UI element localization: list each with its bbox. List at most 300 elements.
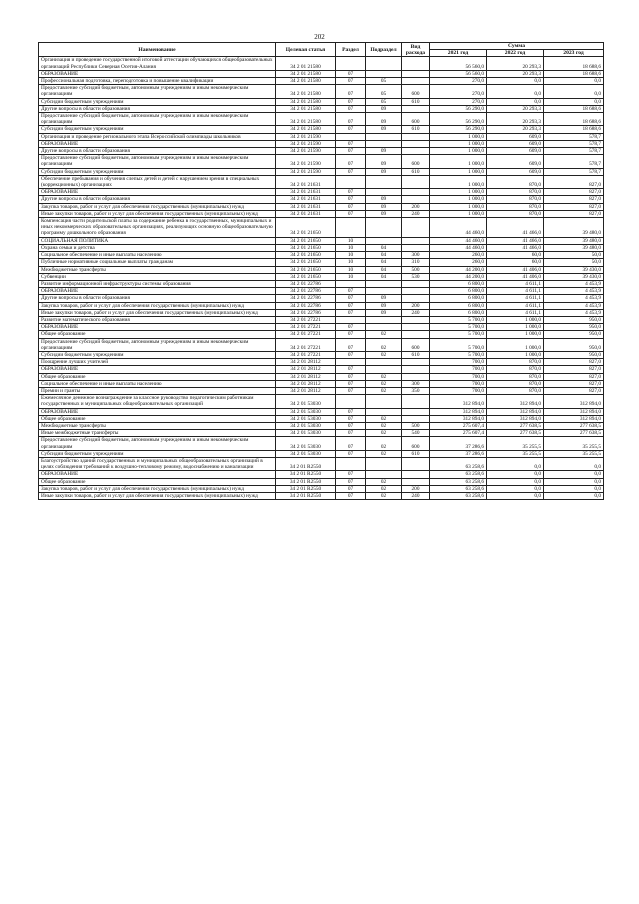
row-article: 34 2 01 R2550 [276, 457, 336, 470]
row-sum-2022: 0,0 [487, 485, 544, 492]
row-name: Предоставление субсидий бюджетным, автономным учреждениям и иным некоммерческим организациям [39, 338, 276, 351]
row-sum-2021: 44 460,0 [430, 237, 487, 244]
row-sum-2022: 0,0 [487, 98, 544, 105]
row-sum-2021: 1 000,0 [430, 189, 487, 196]
row-sum-2022: 870,0 [487, 189, 544, 196]
row-section: 07 [336, 430, 366, 437]
row-subsection [366, 140, 402, 147]
table-row [39, 395, 604, 408]
table-row [39, 196, 604, 203]
row-sum-2022: 870,0 [487, 387, 544, 394]
row-name: Организация и проведение государственной итоговой аттестации обучающихся общеобразовательных организаций Республики Северная Осетия-Алания [39, 57, 276, 70]
row-subsection [366, 471, 402, 478]
row-section: 07 [336, 85, 366, 98]
row-sum-2023: 578,7 [544, 155, 604, 168]
row-subsection [366, 366, 402, 373]
row-subsection: 02 [366, 450, 402, 457]
row-section [336, 218, 366, 238]
row-section: 07 [336, 415, 366, 422]
row-sum-2021: 6 800,0 [430, 295, 487, 302]
row-sum-2023: 4 453,9 [544, 295, 604, 302]
row-sum-2023: 50,0 [544, 252, 604, 259]
row-sum-2023: 18 688,6 [544, 113, 604, 126]
row-expense-type [402, 366, 430, 373]
row-name: Предоставление субсидий бюджетным, автономным учреждениям и иным некоммерческим организациям [39, 85, 276, 98]
row-section: 07 [336, 126, 366, 133]
header-name: Наименование [39, 43, 276, 57]
row-sum-2023: 827,0 [544, 380, 604, 387]
row-name: Компенсация части родительской платы за содержание ребенка в государственных, муниципальных и иных некоммерческих образовательных организациях, реализующих основную общеобразовательную программу дошкольного образования [39, 218, 276, 238]
row-article: 34 2 01 21631 [276, 189, 336, 196]
row-sum-2023: 950,0 [544, 351, 604, 358]
table-row [39, 309, 604, 316]
table-row [39, 450, 604, 457]
row-sum-2022: 870,0 [487, 175, 544, 188]
row-name: Субсидии бюджетным учреждениям [39, 126, 276, 133]
row-article: 34 2 01 21580 [276, 57, 336, 70]
table-row [39, 387, 604, 394]
row-subsection [366, 408, 402, 415]
row-sum-2022: 60,0 [487, 252, 544, 259]
row-article: 34 2 01 21631 [276, 196, 336, 203]
row-name: ОБРАЗОВАНИЕ [39, 189, 276, 196]
row-sum-2023: 0,0 [544, 78, 604, 85]
row-article: 34 2 01 21650 [276, 259, 336, 266]
table-row [39, 422, 604, 429]
row-name: Общее образование [39, 478, 276, 485]
row-sum-2022: 609,0 [487, 168, 544, 175]
row-sum-2021: 56 560,0 [430, 57, 487, 70]
row-sum-2021: 6 800,0 [430, 280, 487, 287]
row-sum-2023: 4 453,9 [544, 280, 604, 287]
row-sum-2021: 700,0 [430, 380, 487, 387]
row-name: Закупка товаров, работ и услуг для обеспечения государственных (муниципальных) нужд [39, 203, 276, 210]
row-sum-2022: 20 293,3 [487, 126, 544, 133]
row-sum-2023: 18 688,6 [544, 126, 604, 133]
row-sum-2021: 1 000,0 [430, 133, 487, 140]
row-section: 07 [336, 380, 366, 387]
row-sum-2021: 37 286,6 [430, 437, 487, 450]
row-name: ОБРАЗОВАНИЕ [39, 408, 276, 415]
table-row [39, 155, 604, 168]
table-row [39, 237, 604, 244]
row-expense-type: 600 [402, 113, 430, 126]
row-sum-2021: 1 000,0 [430, 203, 487, 210]
row-subsection: 04 [366, 259, 402, 266]
row-article: 34 2 01 28112 [276, 380, 336, 387]
row-sum-2021: 700,0 [430, 366, 487, 373]
row-expense-type [402, 280, 430, 287]
row-sum-2021: 270,0 [430, 98, 487, 105]
header-year-2022: 2022 год [487, 50, 544, 57]
row-section [336, 175, 366, 188]
row-section: 07 [336, 196, 366, 203]
row-name: Премии и гранты [39, 387, 276, 394]
row-section [336, 57, 366, 70]
row-name: Предоставление субсидий бюджетным, автономным учреждениям и иным некоммерческим организациям [39, 113, 276, 126]
row-sum-2022: 277 638,5 [487, 430, 544, 437]
row-section: 07 [336, 437, 366, 450]
row-name: ОБРАЗОВАНИЕ [39, 140, 276, 147]
row-sum-2021: 6 800,0 [430, 309, 487, 316]
row-sum-2021: 700,0 [430, 359, 487, 366]
row-name: Публичные нормативные социальные выплаты гражданам [39, 259, 276, 266]
row-sum-2021: 6 800,0 [430, 302, 487, 309]
row-expense-type [402, 189, 430, 196]
row-name: Межбюджетные трансферты [39, 266, 276, 273]
row-subsection [366, 324, 402, 331]
row-subsection: 09 [366, 210, 402, 217]
row-sum-2023: 39 430,0 [544, 273, 604, 280]
row-sum-2023: 950,0 [544, 316, 604, 323]
table-row [39, 78, 604, 85]
header-sum: Сумма [430, 43, 604, 50]
row-name: Развитие математического образования [39, 316, 276, 323]
row-name: Субвенции [39, 273, 276, 280]
row-expense-type: 240 [402, 309, 430, 316]
row-sum-2023: 827,0 [544, 175, 604, 188]
row-section: 07 [336, 105, 366, 112]
row-sum-2023: 827,0 [544, 210, 604, 217]
row-section: 10 [336, 252, 366, 259]
row-expense-type [402, 218, 430, 238]
row-subsection: 04 [366, 266, 402, 273]
row-section: 10 [336, 266, 366, 273]
row-subsection: 02 [366, 430, 402, 437]
row-sum-2021: 5 700,0 [430, 324, 487, 331]
table-row [39, 366, 604, 373]
row-subsection: 09 [366, 302, 402, 309]
row-sum-2021: 312 894,0 [430, 415, 487, 422]
row-section: 10 [336, 237, 366, 244]
row-name: ОБРАЗОВАНИЕ [39, 471, 276, 478]
row-subsection: 05 [366, 78, 402, 85]
row-sum-2022: 35 255,5 [487, 437, 544, 450]
table-row [39, 373, 604, 380]
row-sum-2023: 39 480,0 [544, 237, 604, 244]
table-row [39, 168, 604, 175]
table-row [39, 113, 604, 126]
row-article: 34 2 01 27221 [276, 338, 336, 351]
row-name: Организация и проведение регионального этапа Всероссийской олимпиады школьников [39, 133, 276, 140]
row-name: Социальное обеспечение и иные выплаты населению [39, 380, 276, 387]
row-sum-2022: 4 611,1 [487, 302, 544, 309]
row-expense-type [402, 373, 430, 380]
row-subsection: 05 [366, 85, 402, 98]
row-sum-2022: 41 466,0 [487, 237, 544, 244]
row-name: Другие вопросы в области образования [39, 148, 276, 155]
row-expense-type: 600 [402, 338, 430, 351]
row-sum-2023: 39 480,0 [544, 218, 604, 238]
row-article: 34 2 01 28112 [276, 359, 336, 366]
row-article: 34 2 01 21580 [276, 78, 336, 85]
row-article: 34 2 01 53030 [276, 422, 336, 429]
row-sum-2022: 870,0 [487, 366, 544, 373]
row-article: 34 2 01 28112 [276, 387, 336, 394]
row-name: Ежемесячное денежное вознаграждение за классное руководство педагогическим работникам государственных и муниципальных общеобразовательных организаций [39, 395, 276, 408]
row-sum-2023: 4 453,9 [544, 302, 604, 309]
table-row [39, 175, 604, 188]
row-name: Благоустройство зданий государственных и муниципальных общеобразовательных организаций в целях соблюдения требований к воздушно-тепловому режиму, водоснабжению и канализации [39, 457, 276, 470]
row-name: Субсидии бюджетным учреждениям [39, 450, 276, 457]
row-article: 34 2 01 27221 [276, 351, 336, 358]
row-sum-2022: 0,0 [487, 78, 544, 85]
row-section: 07 [336, 295, 366, 302]
row-sum-2023: 0,0 [544, 457, 604, 470]
row-name: Социальное обеспечение и иные выплаты населению [39, 252, 276, 259]
row-section: 07 [336, 113, 366, 126]
row-sum-2023: 578,7 [544, 140, 604, 147]
table-row [39, 98, 604, 105]
row-sum-2023: 827,0 [544, 373, 604, 380]
row-sum-2023: 827,0 [544, 203, 604, 210]
row-sum-2022: 41 406,0 [487, 266, 544, 273]
row-sum-2021: 63 258,6 [430, 493, 487, 500]
row-sum-2022: 1 000,0 [487, 316, 544, 323]
row-article: 34 2 01 21650 [276, 266, 336, 273]
row-sum-2022: 277 638,5 [487, 422, 544, 429]
row-sum-2023: 578,7 [544, 148, 604, 155]
row-name: СОЦИАЛЬНАЯ ПОЛИТИКА [39, 237, 276, 244]
row-sum-2022: 60,0 [487, 259, 544, 266]
row-sum-2021: 44 460,0 [430, 218, 487, 238]
header-year-2023: 2023 год [544, 50, 604, 57]
row-section: 07 [336, 331, 366, 338]
header-article: Целевая статья [276, 43, 336, 57]
row-section: 07 [336, 98, 366, 105]
row-expense-type [402, 324, 430, 331]
table-row [39, 273, 604, 280]
row-article: 34 2 01 21580 [276, 126, 336, 133]
row-subsection: 02 [366, 373, 402, 380]
row-name: Другие вопросы в области образования [39, 196, 276, 203]
table-row [39, 437, 604, 450]
row-sum-2023: 39 480,0 [544, 244, 604, 251]
row-expense-type: 200 [402, 302, 430, 309]
row-expense-type [402, 57, 430, 70]
row-sum-2023: 827,0 [544, 189, 604, 196]
row-article: 34 2 01 53030 [276, 437, 336, 450]
row-article: 34 2 01 28112 [276, 366, 336, 373]
table-row [39, 259, 604, 266]
header-year-2021: 2021 год [430, 50, 487, 57]
row-sum-2021: 63 258,6 [430, 478, 487, 485]
table-row [39, 295, 604, 302]
row-expense-type: 300 [402, 380, 430, 387]
row-subsection: 04 [366, 244, 402, 251]
row-sum-2022: 20 293,3 [487, 105, 544, 112]
row-expense-type: 610 [402, 98, 430, 105]
table-row [39, 351, 604, 358]
row-section: 07 [336, 78, 366, 85]
row-sum-2022: 4 611,1 [487, 288, 544, 295]
row-section: 07 [336, 155, 366, 168]
row-subsection: 09 [366, 295, 402, 302]
row-sum-2021: 275 607,4 [430, 430, 487, 437]
row-subsection: 09 [366, 196, 402, 203]
row-expense-type: 540 [402, 430, 430, 437]
row-expense-type: 610 [402, 450, 430, 457]
row-article: 34 2 01 21631 [276, 175, 336, 188]
row-subsection: 09 [366, 126, 402, 133]
row-sum-2022: 20 293,3 [487, 70, 544, 77]
row-section: 07 [336, 387, 366, 394]
row-sum-2022: 0,0 [487, 478, 544, 485]
row-sum-2021: 5 700,0 [430, 331, 487, 338]
row-sum-2021: 37 286,6 [430, 450, 487, 457]
row-sum-2022: 1 000,0 [487, 324, 544, 331]
row-expense-type: 600 [402, 437, 430, 450]
row-expense-type [402, 244, 430, 251]
row-name: ОБРАЗОВАНИЕ [39, 324, 276, 331]
row-sum-2021: 56 290,0 [430, 113, 487, 126]
row-section: 07 [336, 70, 366, 77]
row-name: Охрана семьи и детства [39, 244, 276, 251]
row-sum-2023: 950,0 [544, 324, 604, 331]
row-expense-type [402, 70, 430, 77]
row-expense-type [402, 148, 430, 155]
row-sum-2021: 1 000,0 [430, 148, 487, 155]
row-sum-2022: 870,0 [487, 359, 544, 366]
table-row [39, 324, 604, 331]
row-sum-2023: 312 894,0 [544, 415, 604, 422]
row-sum-2022: 312 894,0 [487, 395, 544, 408]
row-sum-2022: 35 255,5 [487, 450, 544, 457]
row-sum-2023: 0,0 [544, 98, 604, 105]
table-row [39, 380, 604, 387]
row-section: 07 [336, 493, 366, 500]
row-subsection: 04 [366, 273, 402, 280]
row-sum-2023: 18 688,6 [544, 70, 604, 77]
row-section [336, 316, 366, 323]
row-section [336, 457, 366, 470]
table-row [39, 316, 604, 323]
row-name: Предоставление субсидий бюджетным, автономным учреждениям и иным некоммерческим организациям [39, 155, 276, 168]
row-name: Профессиональная подготовка, переподготовка и повышение квалификации [39, 78, 276, 85]
row-sum-2021: 1 000,0 [430, 175, 487, 188]
row-name: Иные закупки товаров, работ и услуг для обеспечения государственных (муниципальных) нужд [39, 210, 276, 217]
row-expense-type: 600 [402, 85, 430, 98]
row-name: Субсидии бюджетным учреждениям [39, 98, 276, 105]
budget-table [38, 42, 604, 500]
row-sum-2023: 827,0 [544, 196, 604, 203]
row-sum-2022: 1 000,0 [487, 351, 544, 358]
row-sum-2021: 56 290,0 [430, 126, 487, 133]
row-article: 34 2 01 53030 [276, 415, 336, 422]
table-row [39, 252, 604, 259]
row-subsection: 02 [366, 331, 402, 338]
row-section: 07 [336, 302, 366, 309]
row-section: 07 [336, 210, 366, 217]
row-subsection [366, 359, 402, 366]
row-section [336, 359, 366, 366]
row-expense-type [402, 140, 430, 147]
row-name: ОБРАЗОВАНИЕ [39, 70, 276, 77]
row-name: Иные межбюджетные трансферты [39, 430, 276, 437]
row-sum-2022: 0,0 [487, 471, 544, 478]
row-name: Закупка товаров, работ и услуг для обеспечения государственных (муниципальных) нужд [39, 485, 276, 492]
row-article: 34 2 01 21650 [276, 244, 336, 251]
row-sum-2022: 0,0 [487, 85, 544, 98]
row-section [336, 133, 366, 140]
row-sum-2021: 260,0 [430, 252, 487, 259]
row-sum-2023: 827,0 [544, 366, 604, 373]
row-subsection: 02 [366, 478, 402, 485]
row-expense-type [402, 359, 430, 366]
table-row [39, 415, 604, 422]
row-sum-2023: 312 894,0 [544, 395, 604, 408]
row-subsection: 04 [366, 252, 402, 259]
table-row [39, 408, 604, 415]
row-expense-type: 600 [402, 155, 430, 168]
row-expense-type [402, 78, 430, 85]
table-row [39, 302, 604, 309]
row-sum-2023: 39 430,0 [544, 266, 604, 273]
row-section: 07 [336, 351, 366, 358]
row-sum-2023: 4 453,9 [544, 288, 604, 295]
row-article: 34 2 01 53030 [276, 450, 336, 457]
row-sum-2021: 312 894,0 [430, 395, 487, 408]
row-expense-type [402, 415, 430, 422]
row-expense-type [402, 133, 430, 140]
row-sum-2022: 1 000,0 [487, 338, 544, 351]
row-expense-type: 350 [402, 387, 430, 394]
row-name: Общее образование [39, 373, 276, 380]
row-section: 07 [336, 338, 366, 351]
row-section: 07 [336, 450, 366, 457]
row-expense-type [402, 331, 430, 338]
row-section: 07 [336, 485, 366, 492]
row-sum-2022: 609,0 [487, 133, 544, 140]
row-sum-2021: 1 000,0 [430, 210, 487, 217]
header-expense-type: Вид расхода [402, 43, 430, 57]
row-article: 34 2 01 21580 [276, 105, 336, 112]
row-article: 34 2 01 28112 [276, 373, 336, 380]
row-sum-2023: 4 453,9 [544, 309, 604, 316]
row-sum-2021: 1 000,0 [430, 196, 487, 203]
row-section: 07 [336, 203, 366, 210]
row-subsection [366, 175, 402, 188]
row-expense-type: 300 [402, 252, 430, 259]
row-article: 34 2 01 21580 [276, 85, 336, 98]
table-row [39, 126, 604, 133]
row-article: 34 2 01 22786 [276, 280, 336, 287]
row-sum-2021: 44 200,0 [430, 273, 487, 280]
row-section: 10 [336, 273, 366, 280]
row-article: 34 2 01 22786 [276, 302, 336, 309]
row-subsection [366, 395, 402, 408]
row-sum-2021: 5 700,0 [430, 316, 487, 323]
row-article: 34 2 01 22786 [276, 295, 336, 302]
table-body [39, 57, 604, 500]
row-expense-type: 530 [402, 273, 430, 280]
row-sum-2023: 0,0 [544, 493, 604, 500]
row-sum-2023: 827,0 [544, 359, 604, 366]
row-subsection [366, 316, 402, 323]
row-expense-type [402, 471, 430, 478]
row-name: Другие вопросы в области образования [39, 295, 276, 302]
table-row [39, 203, 604, 210]
row-subsection: 09 [366, 105, 402, 112]
row-name: Общее образование [39, 331, 276, 338]
row-article: 34 2 01 27221 [276, 331, 336, 338]
row-sum-2022: 312 894,0 [487, 408, 544, 415]
row-subsection: 09 [366, 113, 402, 126]
row-sum-2023: 0,0 [544, 85, 604, 98]
row-expense-type [402, 105, 430, 112]
row-article: 34 2 01 21590 [276, 140, 336, 147]
row-article: 34 2 01 53030 [276, 430, 336, 437]
